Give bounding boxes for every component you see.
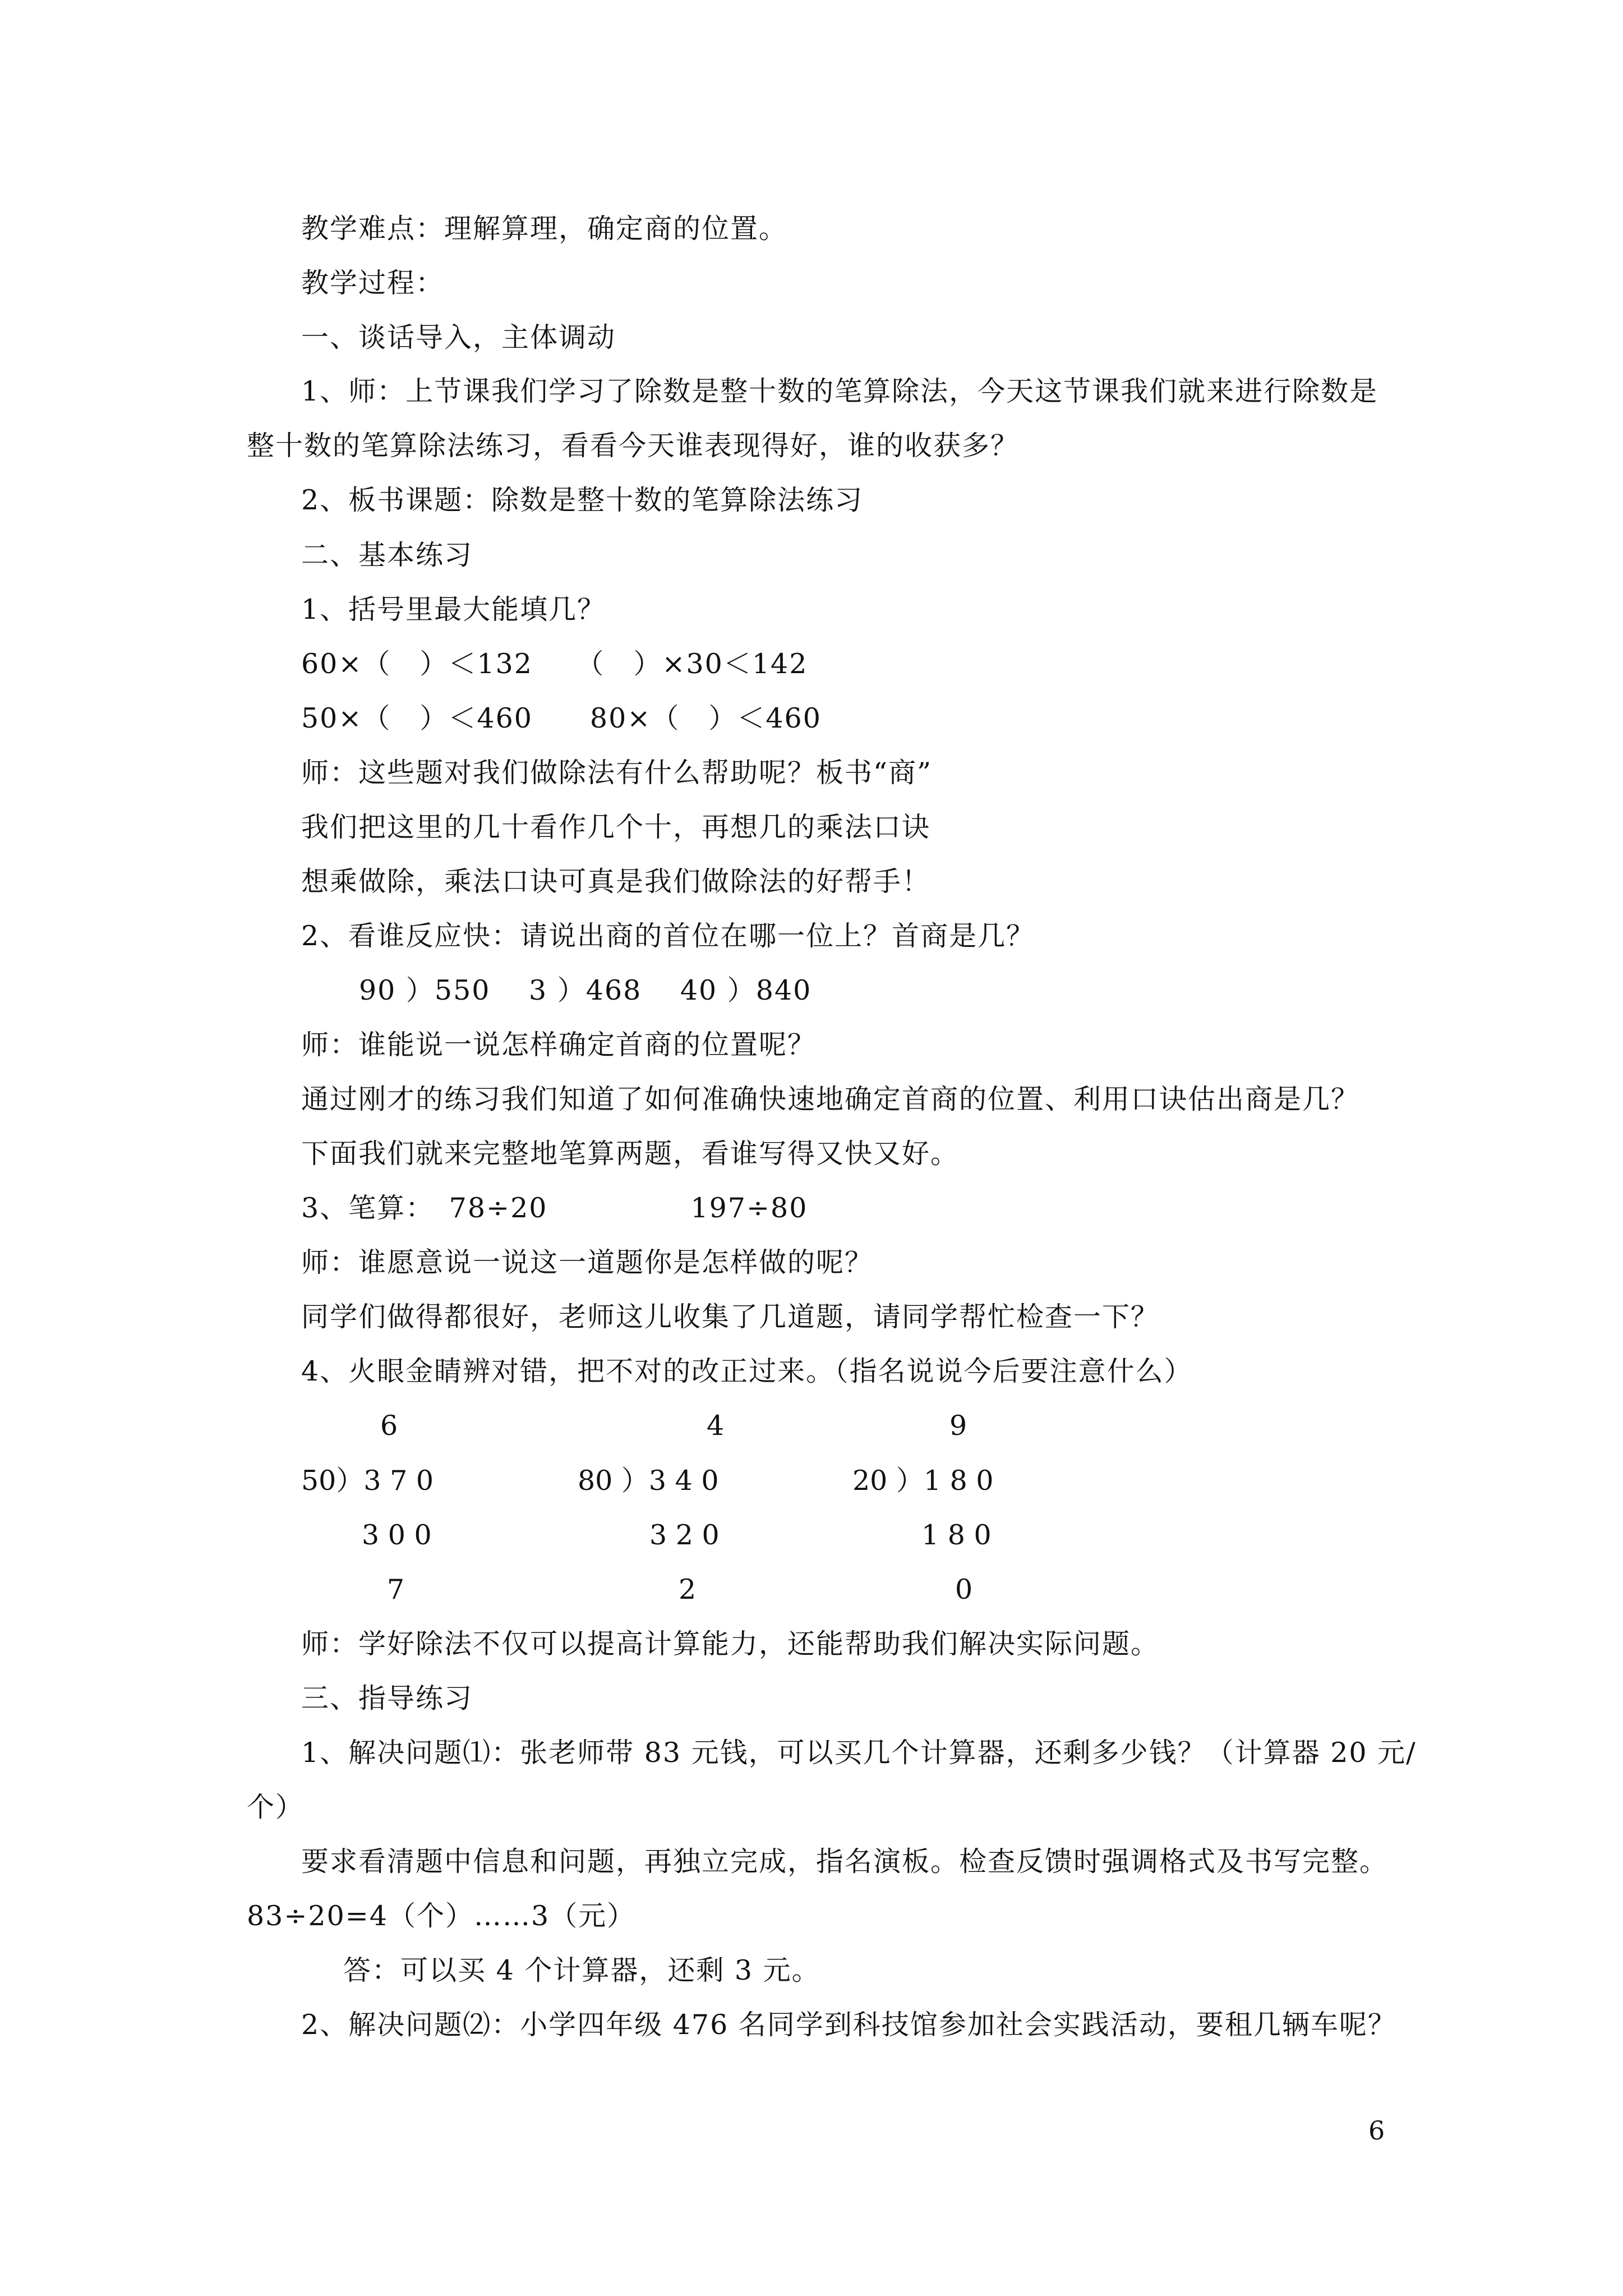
division-remainder: 7 xyxy=(387,1573,405,1605)
division-remainder: 2 xyxy=(679,1573,697,1605)
math-expression-line: 60×（ ）＜132 （ ）×30＜142 xyxy=(301,648,808,680)
paragraph-line: 下面我们就来完整地笔算两题，看谁写得又快又好。 xyxy=(301,1138,960,1170)
section-heading-3: 三、指导练习 xyxy=(301,1682,473,1714)
teaching-difficulty-line: 教学难点：理解算理，确定商的位置。 xyxy=(301,213,788,245)
teaching-process-heading: 教学过程： xyxy=(301,267,445,299)
paragraph-line: 同学们做得都很好，老师这儿收集了几道题，请同学帮忙检查一下？ xyxy=(301,1301,1160,1333)
paragraph-line: 整十数的笔算除法练习，看看今天谁表现得好，谁的收获多？ xyxy=(247,430,1020,462)
paragraph-line: 个） xyxy=(247,1791,305,1823)
section-heading-1: 一、谈话导入，主体调动 xyxy=(301,321,616,353)
division-expression: 80 ）3 4 0 xyxy=(578,1465,719,1497)
paragraph-line: 我们把这里的几十看作几个十，再想几的乘法口诀 xyxy=(301,811,931,843)
paragraph-line: 1、解决问题⑴：张老师带 83 元钱，可以买几个计算器，还剩多少钱？（计算器 20 元/ xyxy=(301,1737,1417,1769)
quotient: 9 xyxy=(949,1410,967,1442)
paragraph-line: 2、板书课题：除数是整十数的笔算除法练习 xyxy=(301,484,864,516)
answer-line: 答：可以买 4 个计算器，还剩 3 元。 xyxy=(343,1954,820,1986)
division-product: 3 0 0 xyxy=(362,1519,432,1551)
paragraph-line: 4、火眼金睛辨对错，把不对的改正过来。（指名说说今后要注意什么） xyxy=(301,1355,1193,1387)
paragraph-line: 通过刚才的练习我们知道了如何准确快速地确定首商的位置、利用口诀估出商是几？ xyxy=(301,1083,1360,1115)
paragraph-line: 师：学好除法不仅可以提高计算能力，还能帮助我们解决实际问题。 xyxy=(301,1628,1160,1660)
section-heading-2: 二、基本练习 xyxy=(301,539,473,571)
paragraph-line: 师：谁愿意说一说这一道题你是怎样做的呢？ xyxy=(301,1246,874,1278)
division-remainder: 0 xyxy=(955,1573,973,1605)
division-product: 3 2 0 xyxy=(649,1519,720,1551)
math-expression-line: 3、笔算： 78÷20 197÷80 xyxy=(301,1192,808,1224)
paragraph-line: 2、解决问题⑵：小学四年级 476 名同学到科技馆参加社会实践活动，要租几辆车呢？ xyxy=(301,2009,1396,2041)
paragraph-line: 1、括号里最大能填几？ xyxy=(301,593,606,625)
math-expression-line: 50×（ ）＜460 80×（ ）＜460 xyxy=(301,702,822,734)
quotient: 6 xyxy=(380,1410,398,1442)
paragraph-line: 要求看清题中信息和问题，再独立完成，指名演板。检查反馈时强调格式及书写完整。 xyxy=(301,1846,1389,1878)
page-number: 6 xyxy=(1368,2115,1385,2146)
division-expression: 20 ）1 8 0 xyxy=(852,1465,994,1497)
paragraph-line: 师：这些题对我们做除法有什么帮助呢？板书“商” xyxy=(301,757,933,789)
quotient: 4 xyxy=(707,1410,725,1442)
paragraph-line: 2、看谁反应快：请说出商的首位在哪一位上？首商是几？ xyxy=(301,920,1035,952)
paragraph-line: 1、师：上节课我们学习了除数是整十数的笔算除法，今天这节课我们就来进行除数是 xyxy=(301,375,1378,407)
paragraph-line: 师：谁能说一说怎样确定首商的位置呢？ xyxy=(301,1029,817,1061)
division-expression: 50）3 7 0 xyxy=(301,1465,434,1497)
division-product: 1 8 0 xyxy=(921,1519,992,1551)
math-expression-line: 90 ）550 3 ）468 40 ）840 xyxy=(359,974,812,1006)
math-expression-line: 83÷20=4（个）……3（元） xyxy=(247,1900,636,1932)
paragraph-line: 想乘做除，乘法口诀可真是我们做除法的好帮手！ xyxy=(301,866,931,898)
